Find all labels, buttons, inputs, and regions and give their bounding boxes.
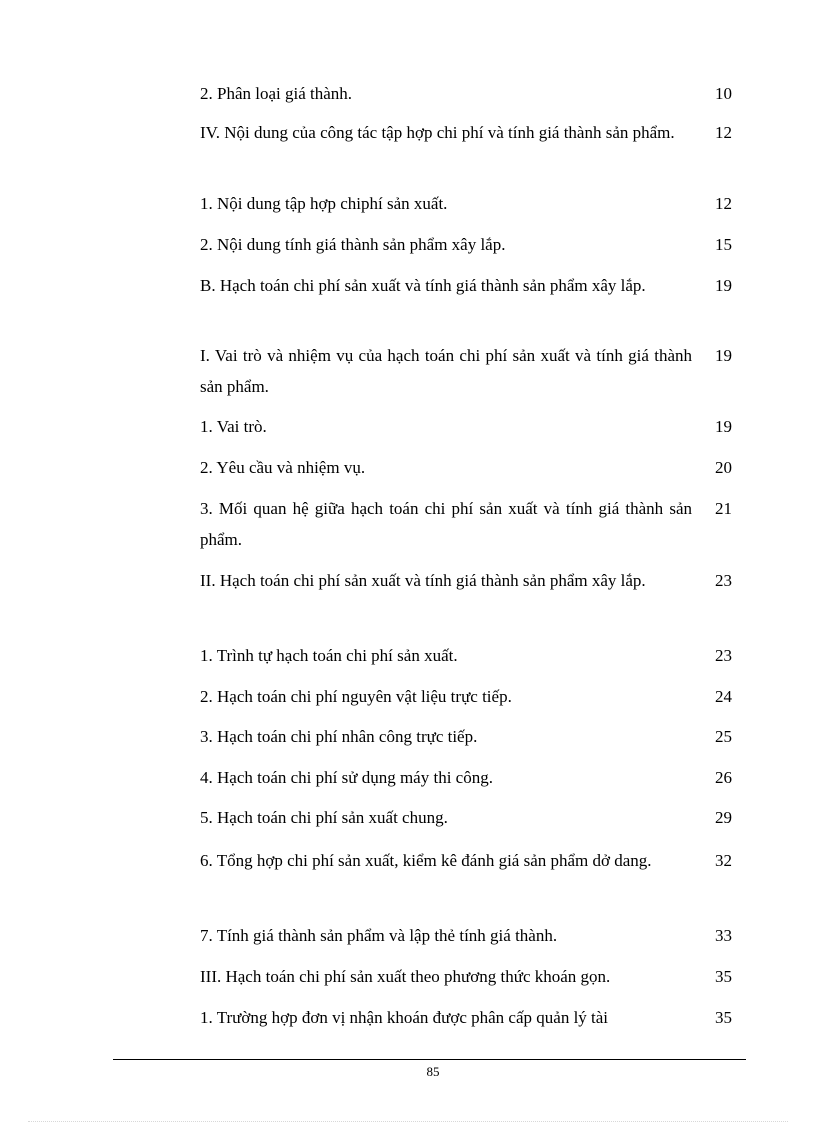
toc-entry-page: 23	[715, 571, 732, 590]
toc-entry	[200, 493, 735, 555]
toc-entry-title: III. Hạch toán chi phí sản xuất theo phương thức khoán gọn.	[200, 967, 611, 986]
toc-entry-title: 2. Hạch toán chi phí nguyên vật liệu trực tiếp.	[200, 687, 512, 706]
toc-entry	[200, 78, 735, 109]
toc-entry-page: 19	[715, 417, 732, 436]
toc-entry-title: 1. Trường hợp đơn vị nhận khoán được phân cấp quản lý tài	[200, 1008, 609, 1027]
toc-entry	[200, 961, 735, 992]
toc-entry-page: 10	[715, 84, 732, 103]
toc-entry	[200, 270, 735, 301]
toc-entry	[200, 411, 735, 442]
toc-entry-title: IV. Nội dung của công tác tập hợp chi phí và tính giá thành sản phẩm.	[200, 123, 675, 142]
toc-entry-page: 32	[715, 851, 732, 870]
toc-entry	[200, 1002, 735, 1033]
toc-entry-page: 20	[715, 458, 732, 477]
toc-entry-title: 1. Vai trò.	[200, 417, 267, 436]
toc-entry-page: 23	[715, 646, 732, 665]
page-number: 85	[426, 1064, 440, 1079]
toc-entry-page: 21	[715, 499, 732, 518]
toc-entry-page: 25	[715, 727, 732, 746]
toc-entry-page: 12	[715, 123, 732, 142]
toc-entry	[200, 843, 735, 879]
toc-entry	[200, 802, 735, 833]
toc-entry-title: 7. Tính giá thành sản phẩm và lập thẻ tính giá thành.	[200, 926, 558, 945]
toc-entry-title: 3. Mối quan hệ giữa hạch toán chi phí sản xuất và tính giá thành sản phẩm.	[200, 499, 692, 549]
toc-entry-title: 2. Nội dung tính giá thành sản phẩm xây lắp.	[200, 235, 506, 254]
toc-entry	[200, 721, 735, 752]
toc-entry	[200, 452, 735, 483]
toc-entry-page: 19	[715, 276, 732, 295]
toc-entry-page: 35	[715, 967, 732, 986]
toc-entry-page: 26	[715, 768, 732, 787]
page-bottom-border	[28, 1121, 788, 1122]
toc-entry-title: 6. Tổng hợp chi phí sản xuất, kiểm kê đánh giá sản phẩm dở dang.	[200, 851, 652, 870]
toc-entry-title: 3. Hạch toán chi phí nhân công trực tiếp.	[200, 727, 478, 746]
toc-entry-title: 1. Nội dung tập hợp chiphí sản xuất.	[200, 194, 448, 213]
toc-entry	[200, 117, 735, 148]
toc-entry-title: 4. Hạch toán chi phí sử dụng máy thi công.	[200, 768, 493, 787]
toc-entry	[200, 563, 735, 599]
toc-entry-title: 2. Phân loại giá thành.	[200, 84, 353, 103]
toc-entry	[200, 640, 735, 671]
toc-entry-title: II. Hạch toán chi phí sản xuất và tính giá thành sản phẩm xây lắp.	[200, 571, 646, 590]
toc-entry-page: 29	[715, 808, 732, 827]
toc-entry-page: 19	[715, 346, 732, 365]
toc-entry	[200, 340, 735, 402]
toc-entry	[200, 188, 735, 219]
toc-entry-page: 35	[715, 1008, 732, 1027]
toc-entry	[200, 920, 735, 951]
footer-divider	[113, 1059, 746, 1060]
toc-entry	[200, 681, 735, 712]
toc-entry-title: 2. Yêu cầu và nhiệm vụ.	[200, 458, 366, 477]
toc-entry-title: 1. Trình tự hạch toán chi phí sản xuất.	[200, 646, 458, 665]
toc-entry	[200, 229, 735, 260]
toc-entry-page: 15	[715, 235, 732, 254]
toc-entry-page: 12	[715, 194, 732, 213]
toc-entry-title: I. Vai trò và nhiệm vụ của hạch toán chi phí sản xuất và tính giá thành sản phẩm.	[200, 346, 692, 396]
toc-entry-page: 24	[715, 687, 732, 706]
toc-entry-title: B. Hạch toán chi phí sản xuất và tính giá thành sản phẩm xây lắp.	[200, 276, 646, 295]
toc-entry	[200, 762, 735, 793]
toc-entry-title: 5. Hạch toán chi phí sản xuất chung.	[200, 808, 448, 827]
toc-entry-page: 33	[715, 926, 732, 945]
